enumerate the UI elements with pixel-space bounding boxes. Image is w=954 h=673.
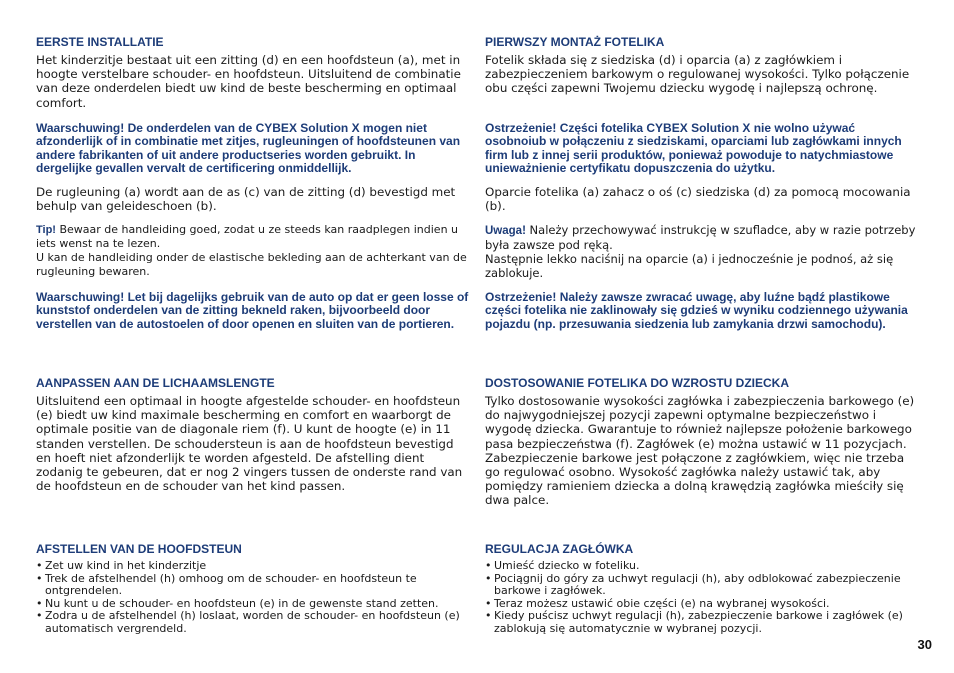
list-item: • Trek de afstelhendel (h) omhoog om de schouder- en hoofdsteun te ontgrendelen.	[36, 571, 417, 598]
list-item: • Kiedy puścisz uchwyt regulacji (h), zabezpieczenie barkowe i zagłówek (e) zablokują się automatycznie w wybranej pozycji.	[485, 609, 903, 635]
warning-certification: Waarschuwing! De onderdelen van de CYBEX Solution X mogen niet afzonderlijk of in combinatie met zitjes, rugleuningen of hoofdsteunen van andere fabrikanten of uit andere productseries worden gebruikt. In dergelijke gevallen vervalt de certificering onmiddellijk.	[36, 121, 461, 175]
paragraph-backrest: Oparcie fotelika (a) zahacz o oś (c) siedziska (d) za pomocą mocowania (b).	[485, 185, 911, 214]
tip-label: Tip!	[36, 224, 56, 236]
list-item: • Teraz możesz ustawić obie części (e) na wybranej wysokości.	[485, 596, 830, 610]
tip-text-2: U kan de handleiding onder de elastische bekleding aan de achterkant van de rugleuning bewaren.	[36, 251, 467, 278]
paragraph-body-height: Tylko dostosowanie wysokości zagłówka i zabezpieczenia barkowego (e) do najwygodniejszej pozycji zapewni optymalne bezpieczeństwo i wygodę dziecka. Gwarantuje to również najlepsze położenie barkowego pasa bezpieczeństwa (f). Zagłówek (e) można ustawić w 11 pozycjach. Zabezpieczenie barkowe jest połączone z zagłówkiem, więc nie trzeba go regulować osobno. Wysokość zagłówka należy ustawić tak, aby pomiędzy ramieniem dziecka a dolną krawędzią zagłówka mieściły się dwa palce.	[485, 394, 915, 508]
warning-loose-parts: Waarschuwing! Let bij dagelijks gebruik van de auto op dat er geen losse of kunststof onderdelen van de zitting bekneld raken, bijvoorbeeld door verstellen van de autostoelen of door openen en sluiten van de portieren.	[36, 290, 469, 331]
section-title-zaglowek: REGULACJA ZAGŁÓWKA	[485, 542, 634, 556]
section-title-pierwszy-montaz: PIERWSZY MONTAŻ FOTELIKA	[485, 35, 665, 49]
paragraph-body-height: Uitsluitend een optimaal in hoogte afgestelde schouder- en hoofdsteun (e) biedt uw kind maximale bescherming en comfort en waarborgt de optimale positie van de diagonale riem (f). U kunt de hoogte (e) in 11 standen verstellen. De schoudersteun is aan de hoofdsteun bevestigd en hoeft niet afzonderlijk te worden afgesteld. De afstelling dient zodanig te gebeuren, dat er nog 2 vingers tussen de onderste rand van de hoofdsteun en de schouder van het kind passen.	[36, 394, 463, 494]
warning-certification: Ostrzeżenie! Części fotelika CYBEX Solution X nie wolno używać osobnoiub w połączeniu z siedziskami, oparciami lub zagłówkami innych firm lub z innej serii produktów, ponieważ powoduje to natychmiastowe unieważnienie certyfikatu dopuszczenia do użytku.	[485, 121, 902, 175]
paragraph-intro: Het kinderzitje bestaat uit een zitting (d) en een hoofdsteun (a), met in hoogte verstelbare schouder- en hoofdsteun. Uitsluitend de combinatie van deze onderdelen biedt uw kind de beste bescherming en optimaal comfort.	[36, 53, 461, 110]
list-item: • Umieść dziecko w foteliku.	[485, 559, 640, 572]
section-title-lichaamslengte: AANPASSEN AAN DE LICHAAMSLENGTE	[36, 376, 275, 390]
tip-text: Należy przechowywać instrukcję w szufladce, aby w razie potrzeby była zawsze pod ręką.	[485, 223, 916, 252]
list-item: • Nu kunt u de schouder- en hoofdsteun (e) in de gewenste stand zetten.	[36, 596, 439, 610]
section-title-wzrost: DOSTOSOWANIE FOTELIKA DO WZROSTU DZIECKA	[485, 376, 789, 390]
tip-text: Bewaar de handleiding goed, zodat u ze steeds kan raadplegen indien u iets wenst na te lezen.	[36, 223, 459, 250]
list-item: • Pociągnij do góry za uchwyt regulacji (h), aby odblokować zabezpieczenie barkowe i zagłówek.	[485, 571, 901, 598]
page-number: 30	[917, 637, 932, 652]
headrest-steps-list	[485, 560, 919, 636]
paragraph-backrest: De rugleuning (a) wordt aan de as (c) van de zitting (d) bevestigd met behulp van geleideschoen (b).	[36, 185, 456, 214]
list-item: • Zet uw kind in het kinderzitje	[36, 559, 207, 572]
list-item: • Zodra u de afstelhendel (h) loslaat, worden de schouder- en hoofdsteun (e) automatisch vergrendeld.	[36, 609, 460, 635]
tip-label: Uwaga!	[485, 225, 526, 237]
section-title-hoofdsteun: AFSTELLEN VAN DE HOOFDSTEUN	[36, 542, 242, 556]
tip-block	[485, 223, 919, 280]
warning-loose-parts: Ostrzeżenie! Należy zawsze zwracać uwagę, aby luźne bądź plastikowe części fotelika nie zaklinowały się gdzieś w wyniku codziennego używania pojazdu (np. przesuwania siedzenia lub zamykania drzwi samochodu).	[485, 290, 908, 331]
section-title-eerste-installatie: EERSTE INSTALLATIE	[36, 35, 164, 49]
tip-text-2: Następnie lekko naciśnij na oparcie (a) i jednocześnie je podnoś, aż się zablokuje.	[485, 252, 894, 280]
paragraph-intro: Fotelik składa się z siedziska (d) i oparcia (a) z zagłówkiem i zabezpieczeniem barkowym o regulowanej wysokości. Tylko połączenie obu części zapewni Twojemu dziecku wygodę i najlepszą ochronę.	[485, 53, 910, 96]
tip-block	[36, 223, 470, 279]
headrest-steps-list	[36, 560, 470, 636]
